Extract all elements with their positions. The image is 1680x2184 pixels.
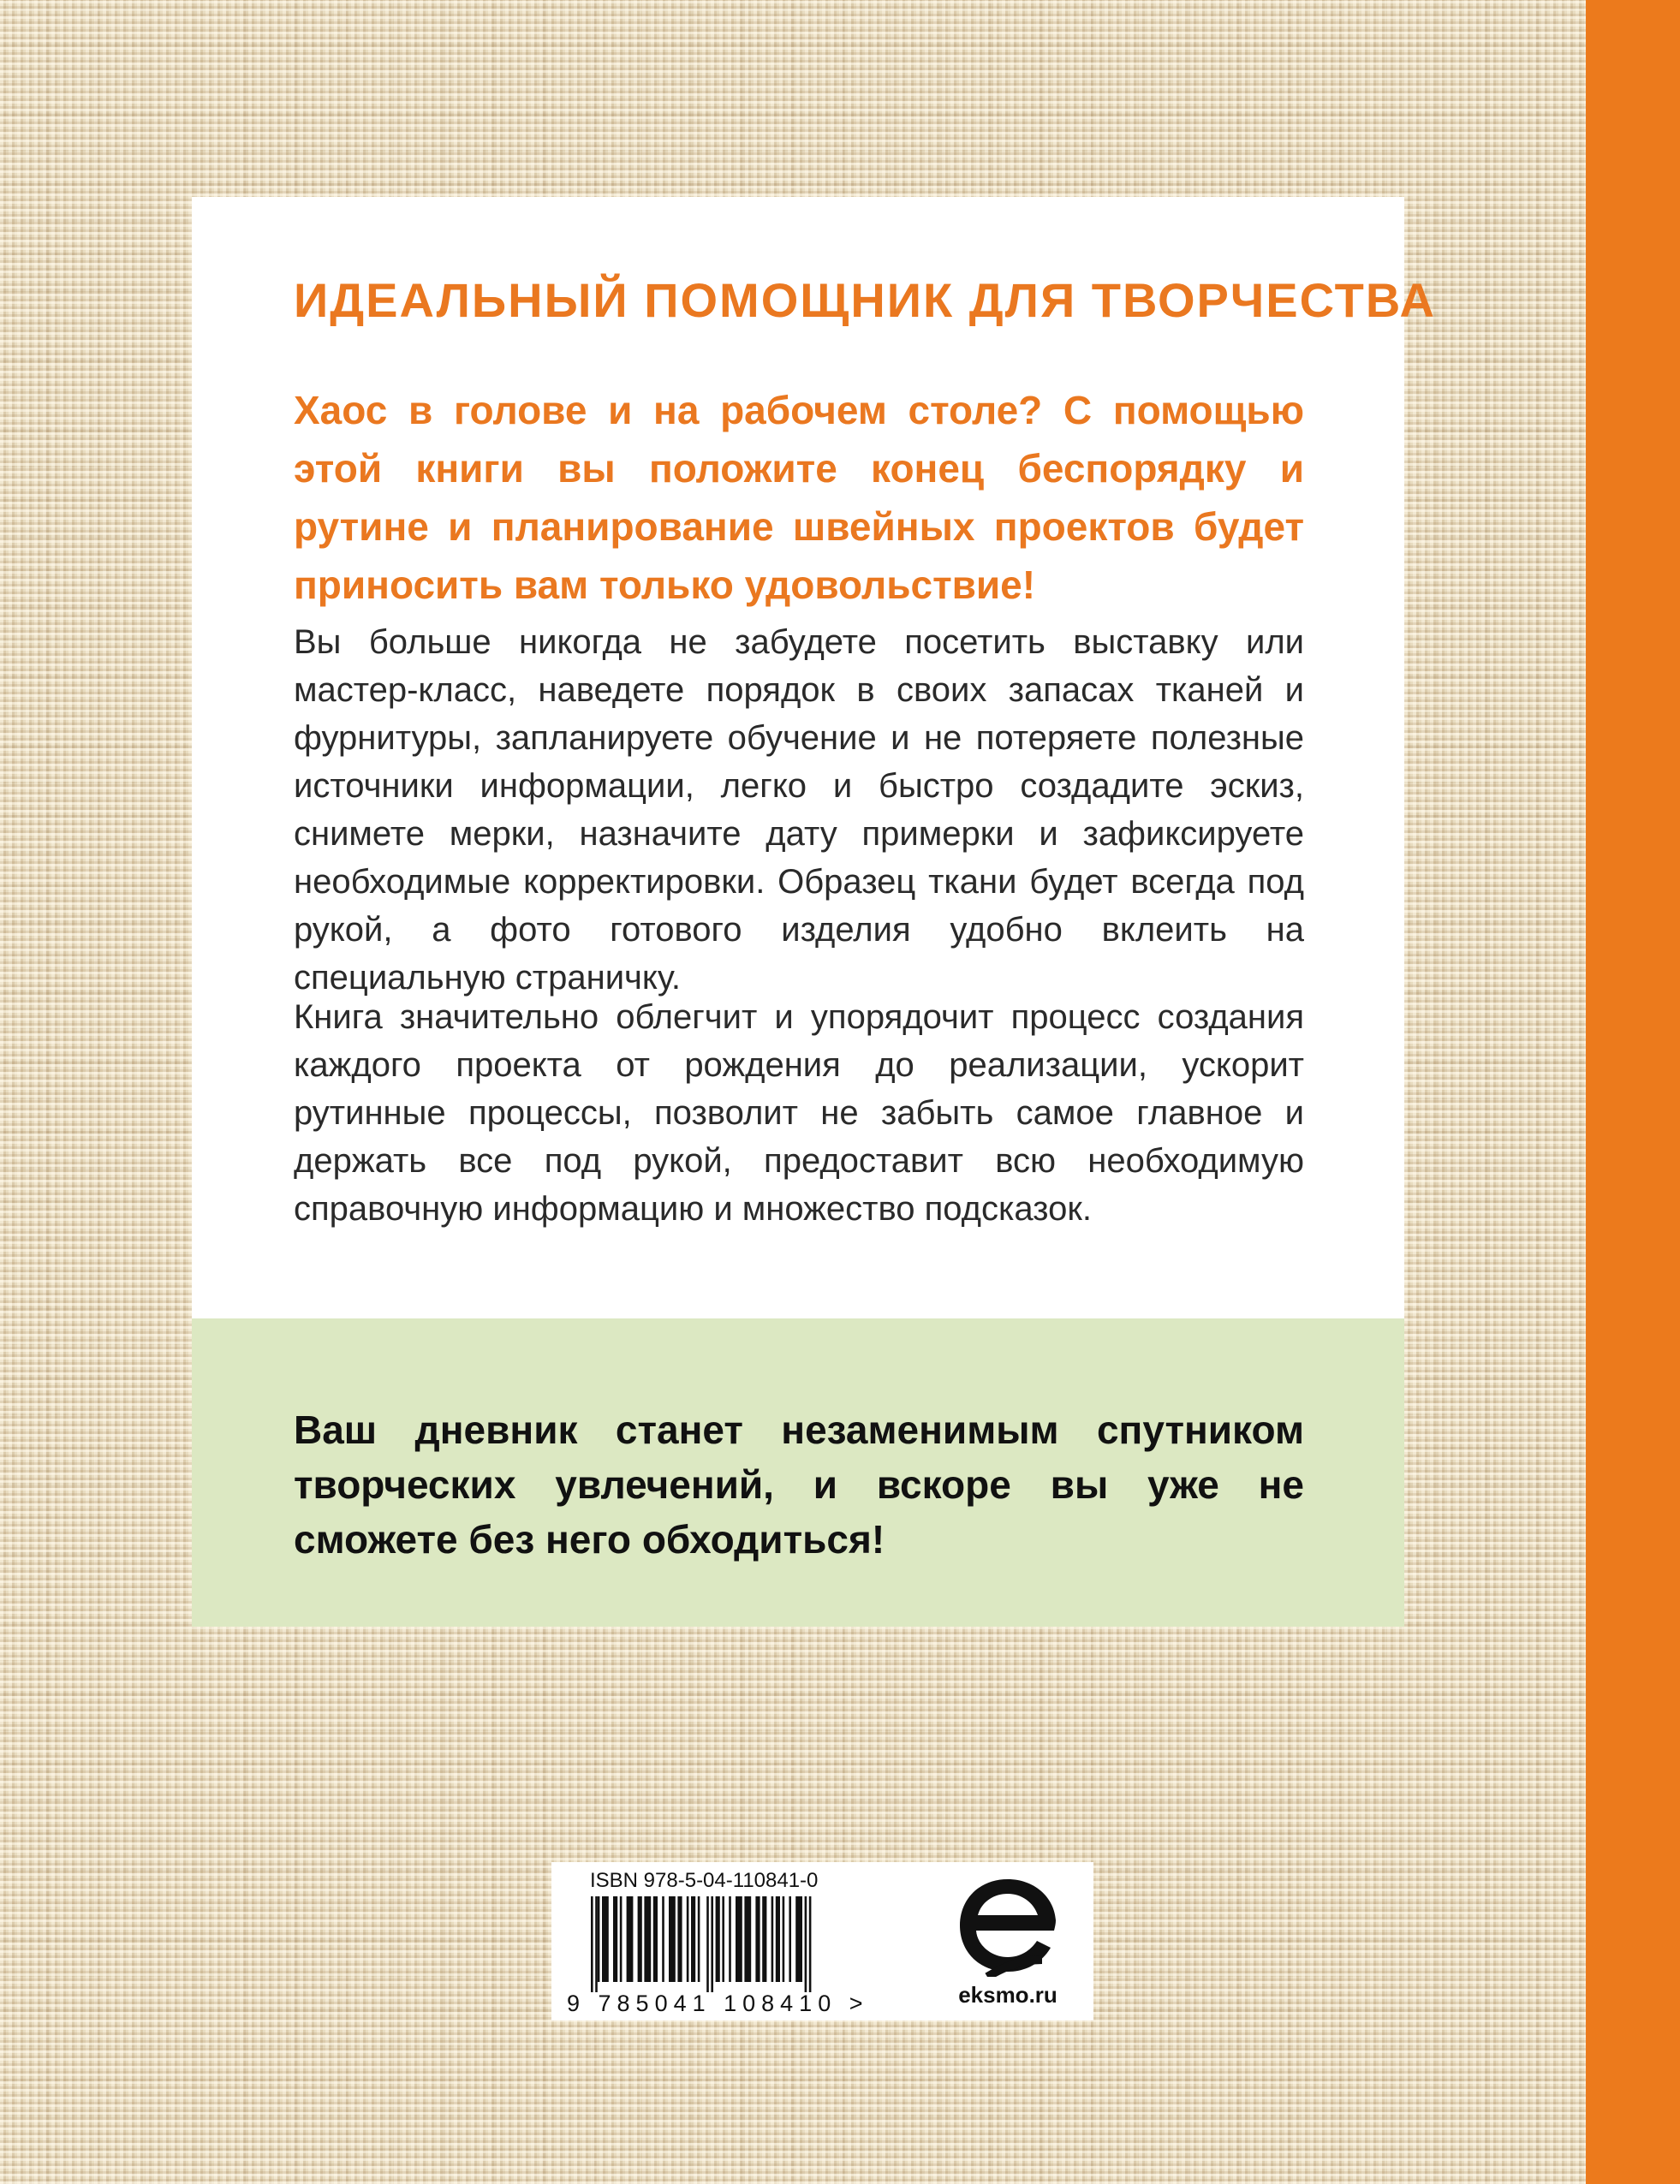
barcode-bar: [638, 1896, 642, 1982]
barcode-bar: [711, 1896, 713, 1992]
barcode-bar: [729, 1896, 731, 1982]
barcode-bar: [809, 1896, 812, 1992]
barcode-bar: [771, 1896, 774, 1982]
barcode-bar: [691, 1896, 695, 1982]
barcode-bar: [591, 1896, 593, 1992]
barcode-bar: [613, 1896, 617, 1982]
barcode-bar: [598, 1896, 600, 1982]
barcode-bar: [662, 1896, 664, 1982]
description-paragraph-1: Вы больше никогда не забудете посетить выставку или мастер-класс, наведете порядок в своих запасах тканей и фурнитуры, запланируете обучение и не потеряете полезные источники информации, легко и быстро создадите эскиз, снимете мерки, назначите дату примерки и зафиксируете необходимые корректировки. Образец ткани будет всегда под рукой, а фото готового изделия удобно вклеить на специальную страничку.: [294, 623, 1304, 997]
barcode-bar: [789, 1896, 791, 1982]
barcode-bar: [795, 1896, 802, 1982]
barcode-bar: [677, 1896, 682, 1982]
barcode-bar: [706, 1896, 709, 1992]
barcode-bar: [602, 1896, 609, 1982]
barcode-bar: [669, 1896, 676, 1982]
barcode-bar: [736, 1896, 742, 1982]
isbn-label: ISBN 978-5-04-110841-0: [590, 1869, 819, 1892]
barcode-bar: [722, 1896, 724, 1982]
orange-spine-stripe: [1586, 0, 1680, 2184]
eksmo-logo-icon: [953, 1874, 1063, 1977]
barcode-bar: [805, 1896, 807, 1992]
publisher-block: [922, 1862, 1093, 2020]
barcode-bar: [627, 1896, 634, 1982]
barcode-bar: [653, 1896, 658, 1982]
closing-statement: Ваш дневник станет незаменимым спутником творческих увлечений, и вскоре вы уже не сможете без него обходиться!: [294, 1407, 1304, 1562]
barcode-bar: [644, 1896, 651, 1982]
barcode-bars: [587, 1896, 913, 1992]
lead-paragraph: Хаос в голове и на рабочем столе? С помощью этой книги вы положите конец беспорядку и рутине и планирование швейных проектов будет приносить вам только удовольствие!: [294, 388, 1304, 607]
barcode-bar: [783, 1896, 785, 1982]
barcode-bar: [687, 1896, 689, 1982]
barcode-bar: [755, 1896, 760, 1982]
barcode-bar: [744, 1896, 751, 1982]
barcode-bar: [620, 1896, 623, 1982]
barcode-bar: [698, 1896, 700, 1982]
description-paragraph-2: Книга значительно облегчит и упорядочит процесс создания каждого проекта от рождения до реализации, ускорит рутинные процессы, позволит не забыть самое главное и держать все под рукой, предоставит всю необходимую справочную информацию и множество подсказок.: [294, 998, 1304, 1228]
barcode-bar: [716, 1896, 720, 1982]
barcode-bar: [762, 1896, 766, 1982]
barcode-bar: [776, 1896, 780, 1982]
publisher-website: eksmo.ru: [958, 1982, 1057, 2008]
barcode-digits: 9 785041 108410 >: [567, 1991, 869, 2016]
barcode-bar: [595, 1896, 598, 1992]
cover-heading: ИДЕАЛЬНЫЙ ПОМОЩНИК ДЛЯ ТВОРЧЕСТВА: [294, 273, 1436, 327]
